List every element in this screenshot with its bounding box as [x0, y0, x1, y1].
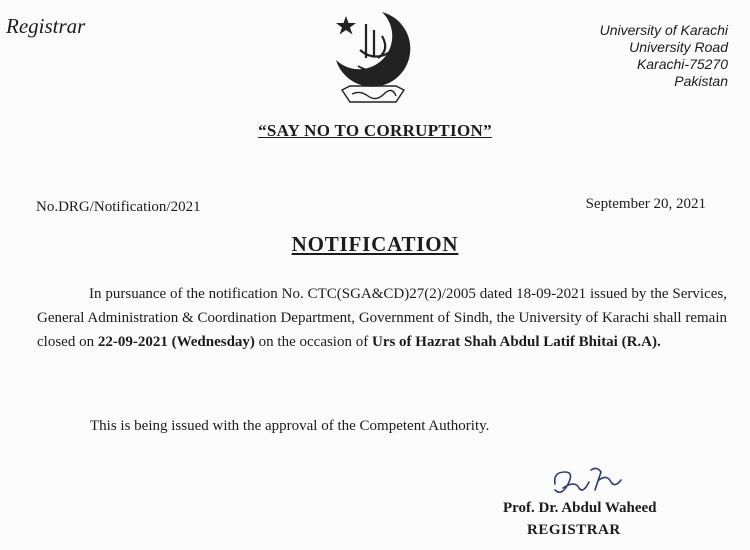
signature-mark: [545, 462, 625, 502]
address-line: Pakistan: [674, 73, 728, 89]
body-paragraph-1: [37, 282, 727, 354]
notice-title: NOTIFICATION: [291, 232, 459, 256]
body-text: In pursuance of the notification No. CTC(SGA&CD)27(2)/2005 dated 18-09-2021 issued by the Services, General Administration & Coordination Department, Government of Sindh, the University of Karachi shall remain closed on: [37, 286, 727, 350]
occasion-text: Urs of Hazrat Shah Abdul Latif Bhitai (R.A).: [371, 334, 661, 350]
letterhead-office: Registrar: [6, 14, 86, 38]
notice-date: September 20, 2021: [585, 196, 706, 212]
anti-corruption-motto: “SAY NO TO CORRUPTION”: [258, 121, 492, 140]
reference-number: No.DRG/Notification/2021: [36, 199, 201, 215]
university-address: [600, 22, 728, 90]
address-line: University of Karachi: [599, 22, 728, 38]
address-line: Karachi-75270: [636, 56, 728, 72]
signatory-name: Prof. Dr. Abdul Waheed: [503, 500, 657, 516]
address-line: University Road: [629, 39, 728, 55]
closure-date: 22-09-2021 (Wednesday): [97, 334, 255, 350]
body-text: on the occasion of: [254, 334, 372, 350]
body-paragraph-2: This is being issued with the approval of the Competent Authority.: [90, 418, 490, 434]
university-seal-logo: [330, 6, 416, 112]
signatory-title: REGISTRAR: [527, 522, 621, 538]
